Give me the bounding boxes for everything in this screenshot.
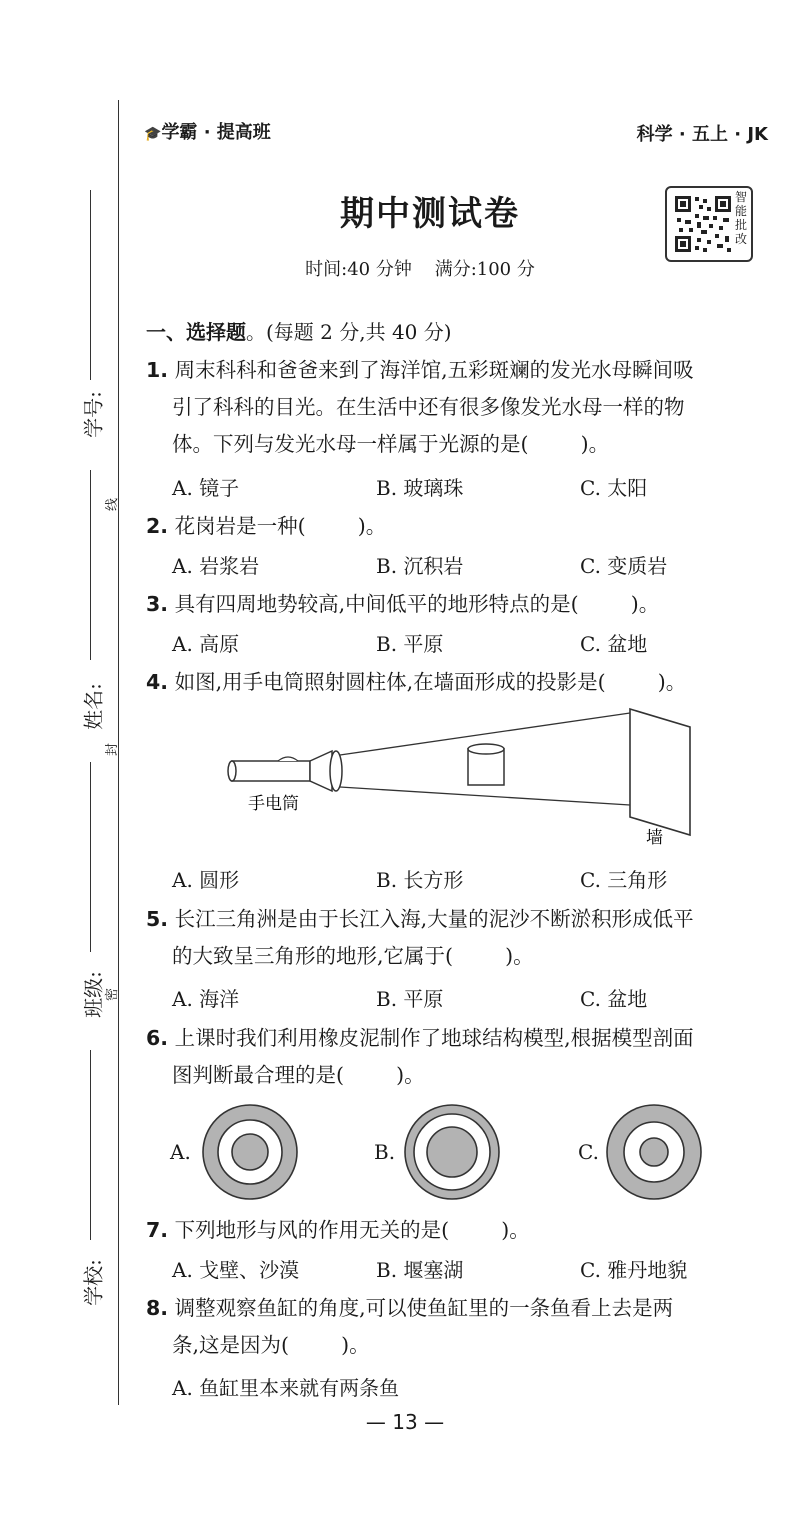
beam-bottom (340, 787, 630, 805)
qr-code-icon (673, 194, 733, 254)
question-number: 7. (146, 1218, 169, 1242)
option-b[interactable]: B. 沉积岩 (376, 554, 464, 578)
option-a[interactable]: A. 镜子 (172, 476, 240, 500)
page-title: 期中测试卷 (340, 194, 520, 234)
flashlight-head (310, 751, 332, 791)
earth-model-a[interactable] (200, 1102, 300, 1202)
question-text: 花岗岩是一种( )。 (174, 514, 387, 538)
question-text: 调整观察鱼缸的角度,可以使鱼缸里的一条鱼看上去是两 (174, 1296, 674, 1320)
mark-mi: 密 (105, 987, 121, 1002)
earth-model-c[interactable] (604, 1102, 704, 1202)
question-number: 3. (146, 592, 169, 616)
option-a[interactable]: A. 高原 (172, 632, 240, 656)
question-text: 条,这是因为( )。 (172, 1333, 370, 1357)
flashlight-label: 手电筒 (248, 794, 299, 814)
question-text: 的大致呈三角形的地形,它属于( )。 (172, 944, 534, 968)
page-number: — 13 — (365, 1410, 445, 1434)
option-a[interactable]: A. 戈壁、沙漠 (172, 1258, 300, 1282)
wall-label: 墙 (646, 828, 663, 848)
option-c[interactable]: C. 雅丹地貌 (580, 1258, 688, 1282)
option-a[interactable]: A. 圆形 (172, 868, 240, 892)
subject-label: 科学 · 五上 · JK (636, 124, 768, 145)
time-info: 时间:40 分钟 满分:100 分 (305, 259, 535, 280)
flashlight-switch (278, 757, 298, 761)
question-3 (146, 586, 756, 623)
option-c[interactable]: C. 盆地 (580, 632, 648, 656)
option-b[interactable]: B. 堰塞湖 (376, 1258, 464, 1282)
option-c[interactable]: C. 三角形 (580, 868, 668, 892)
mark-xian: 线 (105, 497, 121, 512)
question-4 (146, 664, 756, 701)
section-title (146, 316, 452, 345)
fill-line-xingming (90, 470, 91, 660)
option-a[interactable]: A. 海洋 (172, 987, 240, 1011)
question-text: 上课时我们利用橡皮泥制作了地球结构模型,根据模型剖面 (174, 1026, 694, 1050)
wall (630, 709, 690, 835)
question-text: 引了科科的目光。在生活中还有很多像发光水母一样的物 (172, 395, 685, 419)
cylinder-top (468, 744, 504, 754)
option-c[interactable]: C. (578, 1140, 599, 1164)
label-banji: 班级: (81, 971, 106, 1018)
section-note: 。(每题 2 分,共 40 分) (246, 320, 452, 344)
section-heading: 一、选择题 (146, 320, 246, 344)
flashlight-end (228, 761, 236, 781)
mark-feng: 封 (105, 742, 121, 757)
question-number: 4. (146, 670, 169, 694)
brand-text: 学霸 · 提高班 (161, 122, 271, 143)
qr-label: 智能批改 (735, 190, 748, 246)
label-xuehao: 学号: (81, 391, 106, 438)
option-b[interactable]: B. 玻璃珠 (376, 476, 464, 500)
question-text: 图判断最合理的是( )。 (172, 1063, 425, 1087)
question-number: 6. (146, 1026, 169, 1050)
graduation-cap-icon: 🎓 (144, 126, 162, 142)
question-text: 如图,用手电筒照射圆柱体,在墙面形成的投影是( )。 (174, 670, 687, 694)
option-b[interactable]: B. 长方形 (376, 868, 464, 892)
question-text: 周末科科和爸爸来到了海洋馆,五彩斑斓的发光水母瞬间吸 (174, 358, 694, 382)
question-text: 具有四周地势较高,中间低平的地形特点的是( )。 (174, 592, 660, 616)
brand-title (144, 118, 271, 144)
question-7 (146, 1212, 756, 1249)
flashlight-diagram (220, 705, 700, 855)
option-a[interactable]: A. 鱼缸里本来就有两条鱼 (172, 1376, 400, 1400)
question-text: 长江三角洲是由于长江入海,大量的泥沙不断淤积形成低平 (174, 907, 694, 931)
label-xingming: 姓名: (81, 683, 106, 730)
option-b[interactable]: B. 平原 (376, 632, 444, 656)
flashlight-body (232, 761, 310, 781)
option-a[interactable]: A. 岩浆岩 (172, 554, 260, 578)
option-a[interactable]: A. (170, 1140, 191, 1164)
option-c[interactable]: C. 盆地 (580, 987, 648, 1011)
question-number: 8. (146, 1296, 169, 1320)
flashlight-lens (330, 751, 342, 791)
question-6 (146, 1020, 756, 1094)
question-8 (146, 1290, 756, 1364)
fill-line-xuehao (90, 190, 91, 380)
option-c[interactable]: C. 太阳 (580, 476, 648, 500)
question-number: 1. (146, 358, 169, 382)
question-text: 体。下列与发光水母一样属于光源的是( )。 (172, 432, 610, 456)
option-b[interactable]: B. 平原 (376, 987, 444, 1011)
fill-line-xuexiao (90, 1050, 91, 1240)
question-5 (146, 901, 756, 975)
option-b[interactable]: B. (374, 1140, 396, 1164)
question-1 (146, 352, 756, 463)
qr-code-box[interactable] (665, 186, 753, 262)
fill-line-banji (90, 762, 91, 952)
option-c[interactable]: C. 变质岩 (580, 554, 668, 578)
question-2 (146, 508, 756, 545)
question-text: 下列地形与风的作用无关的是( )。 (174, 1218, 530, 1242)
question-number: 2. (146, 514, 169, 538)
earth-model-b[interactable] (402, 1102, 502, 1202)
question-number: 5. (146, 907, 169, 931)
label-xuexiao: 学校: (81, 1259, 106, 1306)
